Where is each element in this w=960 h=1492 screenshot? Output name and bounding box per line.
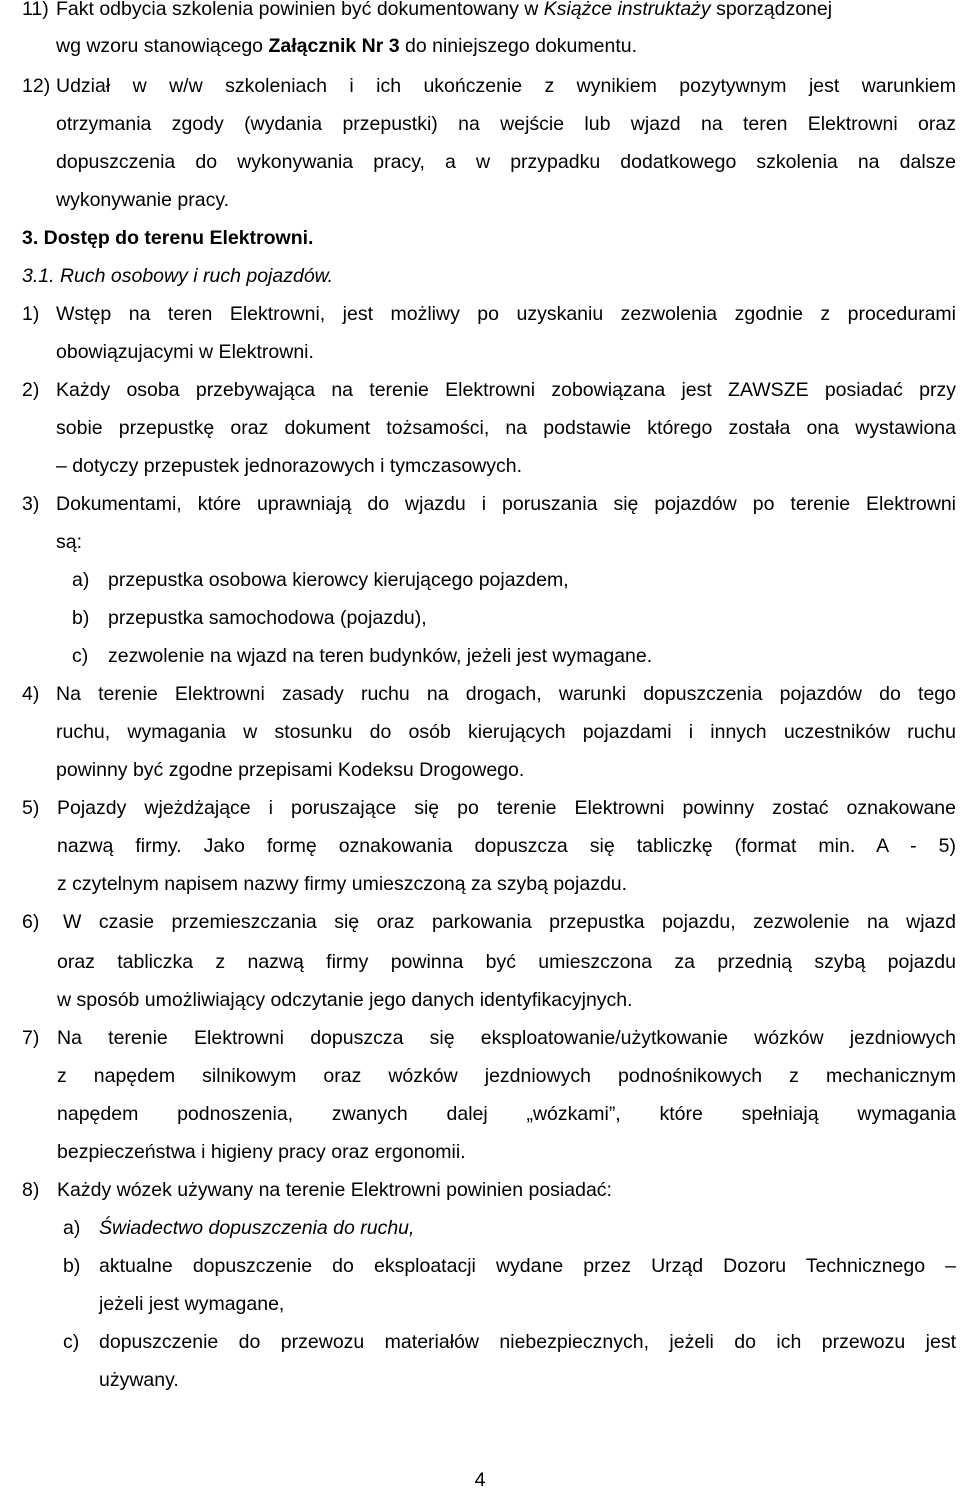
item-11-number: 11)	[22, 0, 49, 20]
item-line: napędem podnoszenia, zwanych dalej „wózkami”, które spełniają wymagania	[57, 1103, 956, 1125]
subsection-heading: 3.1. Ruch osobowy i ruch pojazdów.	[22, 265, 334, 287]
item-11-line-1-end: sporządzonej	[710, 0, 833, 20]
item-12-number: 12)	[22, 75, 51, 97]
item-11-line-2-end: do niniejszego dokumentu.	[399, 35, 638, 57]
item-line: W czasie przemieszczania się oraz parkowania przepustka pojazdu, zezwolenie na wjazd	[63, 911, 956, 933]
item-line: obowiązujacymi w Elektrowni.	[56, 341, 314, 363]
item-line: nazwą firmy. Jako formę oznakowania dopuszcza się tabliczkę (format min. A - 5)	[57, 835, 956, 857]
item-line: są:	[56, 531, 83, 553]
item-line: z napędem silnikowym oraz wózków jezdniowych podnośnikowych z mechanicznym	[57, 1065, 956, 1087]
item-number: 7)	[22, 1027, 40, 1049]
item-line: Na terenie Elektrowni zasady ruchu na drogach, warunki dopuszczenia pojazdów do tego	[56, 683, 956, 705]
item-line: Każdy osoba przebywająca na terenie Elektrowni zobowiązana jest ZAWSZE posiadać przy	[56, 379, 956, 401]
item-11-attachment-ref: Załącznik Nr 3	[268, 35, 400, 57]
item-line: oraz tabliczka z nazwą firmy powinna być umieszczona za przednią szybą pojazdu	[57, 951, 956, 973]
section-heading: 3. Dostęp do terenu Elektrowni.	[22, 227, 314, 249]
subitem-letter: a)	[72, 569, 90, 591]
item-12-line: wykonywanie pracy.	[56, 189, 230, 211]
item-line: Pojazdy wjeżdżające i poruszające się po terenie Elektrowni powinny zostać oznakowane	[57, 797, 956, 819]
item-number: 2)	[22, 379, 40, 401]
item-line: – dotyczy przepustek jednorazowych i tymczasowych.	[56, 455, 523, 477]
item-12-line: dopuszczenia do wykonywania pracy, a w przypadku dodatkowego szkolenia na dalsze	[56, 151, 956, 173]
subitem-text: przepustka samochodowa (pojazdu),	[108, 607, 427, 629]
subitem-text: używany.	[99, 1369, 179, 1391]
item-11-line-2-text: wg wzoru stanowiącego	[56, 35, 269, 57]
item-number: 6)	[22, 911, 40, 933]
item-number: 8)	[22, 1179, 40, 1201]
page-number: 4	[474, 1469, 486, 1491]
item-line: Na terenie Elektrowni dopuszcza się eksploatowanie/użytkowanie wózków jezdniowych	[57, 1027, 956, 1049]
item-11-line-2	[56, 34, 637, 58]
subitem-text: aktualne dopuszczenie do eksploatacji wydane przez Urząd Dozoru Technicznego –	[99, 1255, 956, 1277]
subitem-text: dopuszczenie do przewozu materiałów niebezpiecznych, jeżeli do ich przewozu jest	[99, 1331, 956, 1353]
subitem-letter: a)	[63, 1217, 81, 1239]
subitem-letter: b)	[72, 607, 90, 629]
item-line: bezpieczeństwa i higieny pracy oraz ergonomii.	[57, 1141, 466, 1163]
subitem-text: przepustka osobowa kierowcy kierującego pojazdem,	[108, 569, 569, 591]
item-number: 1)	[22, 303, 40, 325]
item-number: 3)	[22, 493, 40, 515]
item-12-line: Udział w w/w szkoleniach i ich ukończenie z wynikiem pozytywnym jest warunkiem	[56, 75, 956, 97]
item-number: 4)	[22, 683, 40, 705]
subitem-text: jeżeli jest wymagane,	[99, 1293, 285, 1315]
item-line: Wstęp na teren Elektrowni, jest możliwy po uzyskaniu zezwolenia zgodnie z procedurami	[56, 303, 956, 325]
item-line: z czytelnym napisem nazwy firmy umieszczoną za szybą pojazdu.	[57, 873, 628, 895]
subitem-letter: b)	[63, 1255, 81, 1277]
item-line: Każdy wózek używany na terenie Elektrowni powinien posiadać:	[57, 1179, 612, 1201]
item-number: 5)	[22, 797, 40, 819]
item-11-book-title: Książce instruktaży	[543, 0, 711, 20]
item-line: Dokumentami, które uprawniają do wjazdu i poruszania się pojazdów po terenie Elektrowni	[56, 493, 956, 515]
item-12-line: otrzymania zgody (wydania przepustki) na wejście lub wjazd na teren Elektrowni oraz	[56, 113, 956, 135]
item-11-line-1-text: Fakt odbycia szkolenia powinien być dokumentowany w	[56, 0, 544, 20]
subitem-text: zezwolenie na wjazd na teren budynków, jeżeli jest wymagane.	[108, 645, 653, 667]
subitem-letter: c)	[63, 1331, 80, 1353]
item-line: w sposób umożliwiający odczytanie jego danych identyfikacyjnych.	[57, 989, 633, 1011]
item-line: sobie przepustkę oraz dokument tożsamości, na podstawie którego została ona wystawiona	[56, 417, 956, 439]
item-11-line-1	[56, 0, 832, 21]
subitem-letter: c)	[72, 645, 89, 667]
item-line: ruchu, wymagania w stosunku do osób kierujących pojazdami i innych uczestników ruchu	[56, 721, 956, 743]
item-line: powinny być zgodne przepisami Kodeksu Drogowego.	[56, 759, 525, 781]
subitem-text: Świadectwo dopuszczenia do ruchu,	[99, 1217, 415, 1239]
